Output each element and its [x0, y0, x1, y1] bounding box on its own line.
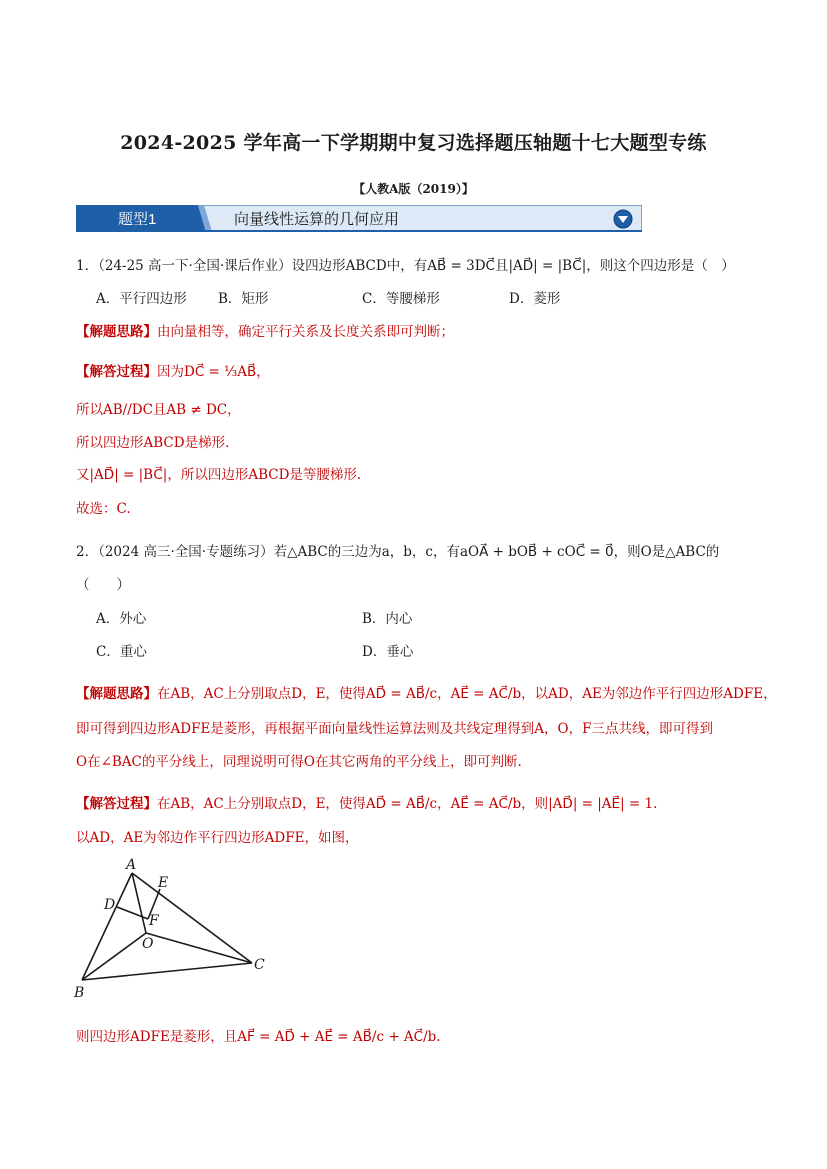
q2-option-c: C．重心 — [96, 644, 147, 660]
q2-option-b: B．内心 — [362, 611, 413, 627]
q1-line-3: 又|AD⃗| = |BC⃗|，所以四边形ABCD是等腰梯形. — [76, 467, 362, 483]
q2-process — [76, 792, 657, 812]
analysis-label: 【解题思路】 — [76, 324, 157, 340]
label-o: O — [142, 936, 154, 952]
edition-subtitle: 【人教A版（2019）】 — [353, 182, 474, 196]
section-banner — [76, 205, 642, 232]
q2-option-a: A．外心 — [96, 611, 147, 627]
label-a: A — [126, 857, 137, 873]
banner-topic: 向量线性运算的几何应用 — [234, 210, 400, 228]
q1-line-1: 所以AB//DC且AB ≠ DC， — [76, 402, 241, 418]
q2-option-d: D．垂心 — [362, 644, 414, 660]
process-text: 在AB，AC上分别取点D，E，使得AD⃗ = AB⃗/c，AE⃗ = AC⃗/b，则|AD⃗| = |AE⃗| = 1. — [157, 796, 658, 812]
banner-tag: 题型1 — [118, 211, 157, 228]
label-d: D — [104, 897, 116, 913]
analysis-label: 【解题思路】 — [76, 686, 157, 702]
q1-option-a: A．平行四边形 — [96, 291, 187, 307]
q1-analysis — [76, 320, 454, 340]
chevron-down-icon[interactable] — [613, 209, 633, 233]
label-b: B — [74, 985, 85, 1000]
q1-answer: 故选：C. — [76, 501, 131, 517]
q1-option-d: D．菱形 — [509, 291, 561, 307]
q1-process — [76, 360, 270, 380]
process-label: 【解答过程】 — [76, 364, 157, 380]
process-text: 因为DC⃗ = ⅓AB⃗， — [157, 364, 270, 380]
q1-option-b: B．矩形 — [218, 291, 269, 307]
process-label: 【解答过程】 — [76, 796, 157, 812]
q2-analysis-1 — [76, 682, 777, 702]
label-e: E — [158, 875, 169, 891]
label-c: C — [254, 957, 265, 973]
label-f: F — [149, 913, 159, 929]
analysis-text: 在AB，AC上分别取点D，E，使得AD⃗ = AB⃗/c，AE⃗ = AC⃗/b，以AD，AE为邻边作平行四边形ADFE， — [157, 686, 777, 702]
analysis-text: 由向量相等，确定平行关系及长度关系即可判断； — [157, 324, 454, 340]
q1-line-2: 所以四边形ABCD是梯形. — [76, 435, 230, 451]
q2-analysis-2: 即可得到四边形ADFE是菱形，再根据平面向量线性运算法则及共线定理得到A，O，F三点共线，即可得到 — [76, 721, 713, 737]
q2-line-2: 以AD，AE为邻边作平行四边形ADFE，如图， — [76, 830, 359, 846]
q1-stem: 1．（24-25 高一下·全国·课后作业）设四边形ABCD中，有AB⃗ = 3DC⃗且|AD⃗| = |BC⃗|，则这个四边形是（ ） — [76, 258, 735, 274]
q1-option-c: C．等腰梯形 — [362, 291, 440, 307]
q2-stem-cont: （ ） — [76, 577, 130, 593]
page-title: 2024-2025 学年高一下学期期中复习选择题压轴题十七大题型专练 — [120, 132, 707, 154]
q2-last: 则四边形ADFE是菱形，且AF⃗ = AD⃗ + AE⃗ = AB⃗/c + AC⃗/b. — [76, 1029, 441, 1045]
q2-analysis-3: O在∠BAC的平分线上，同理说明可得O在其它两角的平分线上，即可判断. — [76, 754, 522, 770]
q2-stem: 2．（2024 高三·全国·专题练习）若△ABC的三边为a，b，c，有aOA⃗ + bOB⃗ + cOC⃗ = 0⃗，则O是△ABC的 — [76, 544, 720, 560]
triangle-figure — [72, 855, 272, 1004]
